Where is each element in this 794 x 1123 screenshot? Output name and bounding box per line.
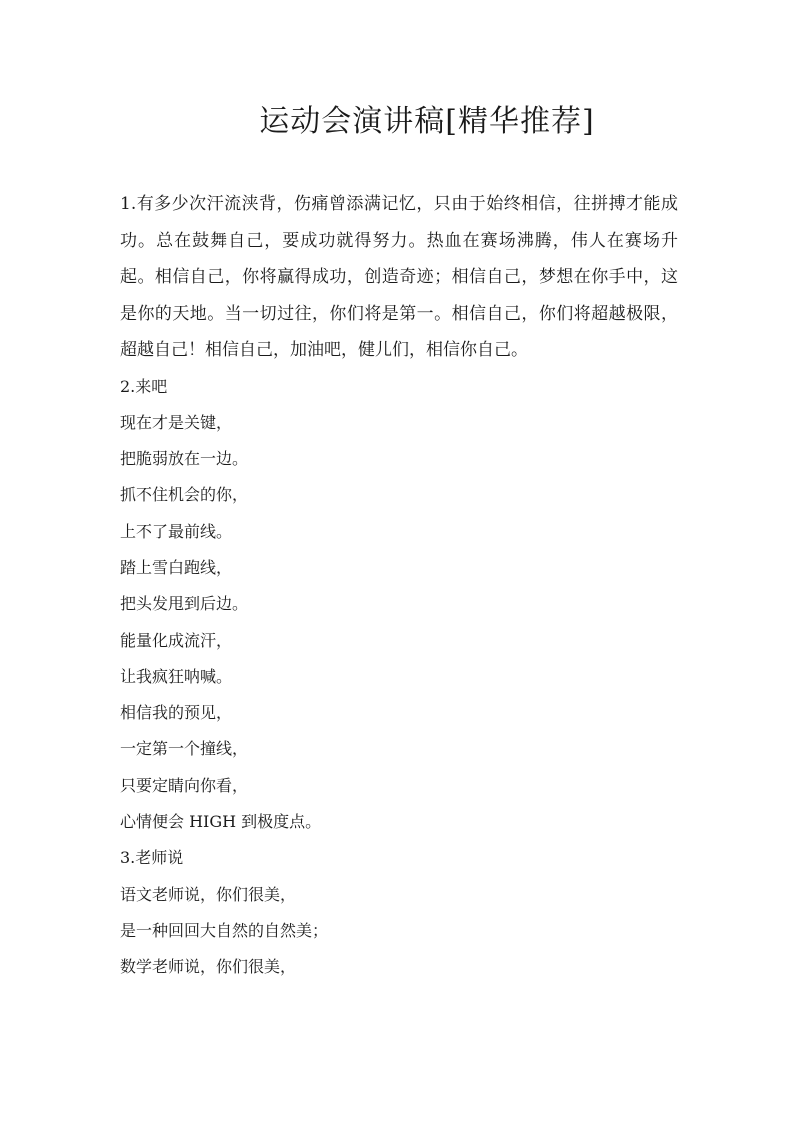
poem-line: 抓不住机会的你， [120, 485, 249, 505]
section-2-poem [120, 405, 678, 841]
section-3-heading: 3.老师说 [120, 848, 184, 868]
poem-line: 数学老师说，你们很美， [120, 957, 297, 977]
poem-line: 是一种回回大自然的自然美； [120, 920, 329, 940]
poem-line: 让我疯狂呐喊。 [120, 666, 233, 686]
poem-line: 能量化成流汗， [120, 630, 233, 650]
poem-line: 踏上雪白跑线， [120, 557, 233, 577]
section-2-heading: 2.来吧 [120, 376, 168, 396]
poem-line: 把头发甩到后边。 [120, 594, 249, 614]
document-title: 运动会演讲稿[精华推荐] [259, 104, 595, 139]
poem-line: 现在才是关键， [120, 412, 233, 432]
poem-line: 心情便会 HIGH 到极度点。 [120, 812, 322, 832]
poem-line: 一定第一个撞线， [120, 739, 249, 759]
document-body [120, 186, 678, 986]
section-3-poem [120, 877, 678, 986]
poem-line: 相信我的预见， [120, 703, 233, 723]
poem-line: 语文老师说，你们很美， [120, 884, 297, 904]
poem-line: 上不了最前线。 [120, 521, 233, 541]
poem-line: 只要定睛向你看， [120, 775, 249, 795]
section-1-paragraph: 1.有多少次汗流浃背，伤痛曾添满记忆，只由于始终相信，往拼搏才能成功。总在鼓舞自己，要成功就得努力。热血在赛场沸腾，伟人在赛场升起。相信自己，你将赢得成功，创造奇迹；相信自己，梦想在你手中，这是你的天地。当一切过往，你们将是第一。相信自己，你们将超越极限，超越自己！相信自己，加油吧，健儿们，相信你自己。 [120, 194, 678, 360]
poem-line: 把脆弱放在一边。 [120, 449, 249, 469]
